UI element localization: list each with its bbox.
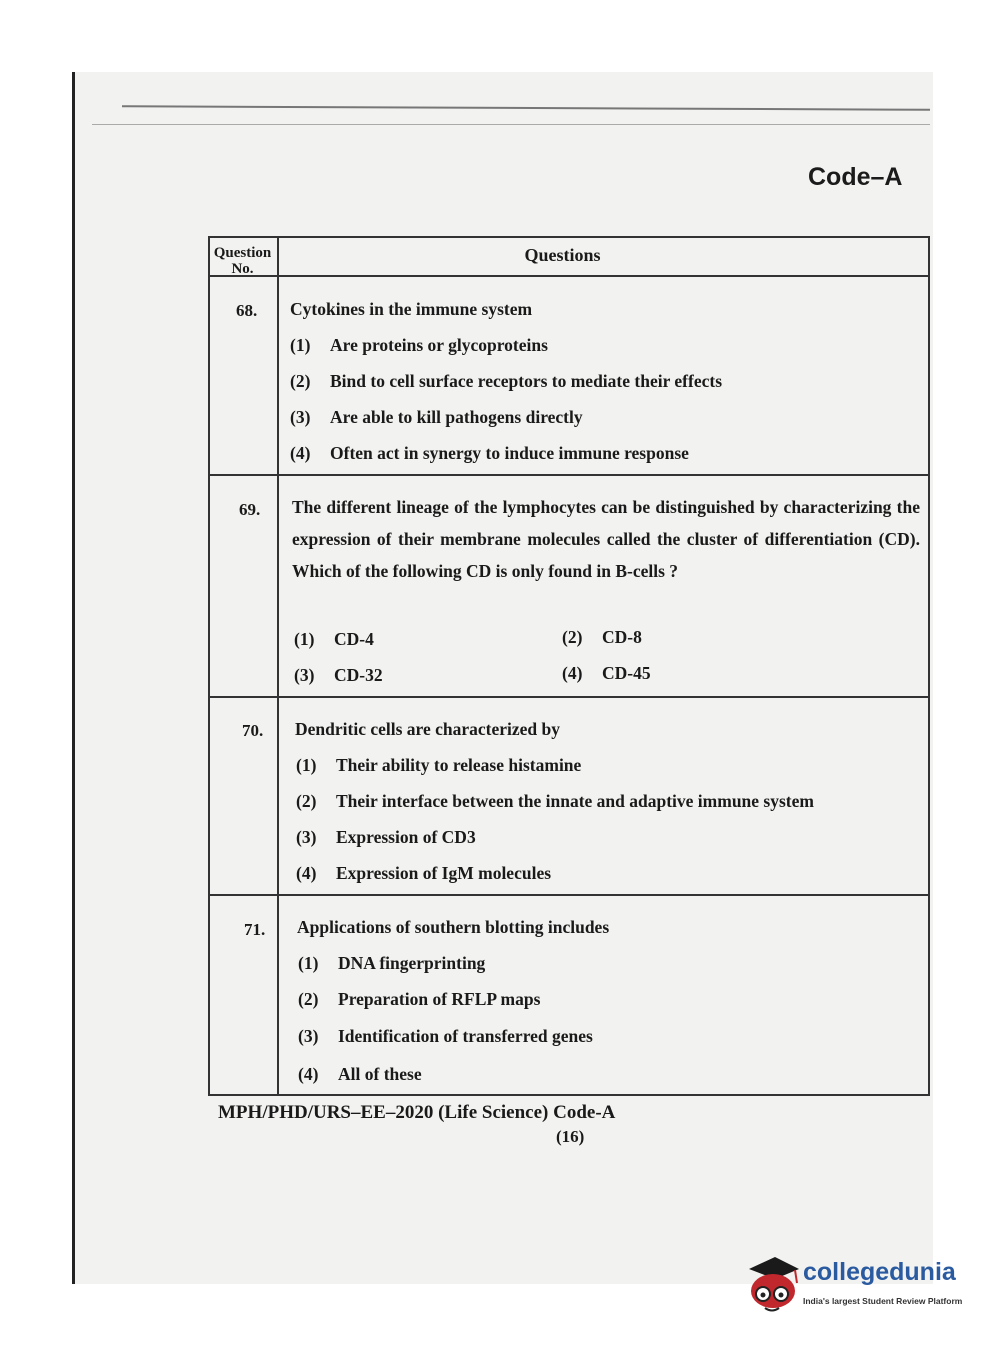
- option-text: CD-4: [334, 629, 374, 649]
- option-number: (3): [296, 827, 317, 847]
- option-number: (2): [298, 989, 319, 1009]
- option-number: (4): [290, 443, 311, 463]
- table-column-divider: [277, 236, 279, 1096]
- option-text: All of these: [338, 1064, 422, 1084]
- option-text: DNA fingerprinting: [338, 953, 486, 973]
- question-text: Applications of southern blotting includes: [297, 917, 610, 937]
- paper-code-header: Code–A: [808, 163, 903, 191]
- table-row-divider: [208, 275, 930, 277]
- option-number: (1): [294, 629, 315, 649]
- column-header-question-no: Question No.: [213, 245, 272, 277]
- option: [562, 663, 651, 684]
- option-text: Preparation of RFLP maps: [338, 989, 541, 1009]
- option-text: Are able to kill pathogens directly: [330, 407, 583, 427]
- option: [296, 863, 551, 884]
- option-text: Often act in synergy to induce immune response: [330, 443, 689, 463]
- option-number: (3): [298, 1026, 319, 1046]
- page-edge-line: [92, 124, 930, 125]
- option-number: (3): [290, 407, 311, 427]
- option-number: (2): [562, 627, 583, 647]
- option: [290, 443, 689, 464]
- table-row-divider: [208, 474, 930, 476]
- option-text: CD-8: [602, 627, 642, 647]
- collegedunia-watermark: [745, 1253, 970, 1319]
- question-number: 68.: [236, 301, 258, 320]
- option: [298, 953, 485, 974]
- option: [290, 407, 583, 428]
- option-text: Their interface between the innate and adaptive immune system: [336, 791, 814, 811]
- question-text: The different lineage of the lymphocytes can be distinguished by characterizing the expression of their membrane molecules called the cluster of differentiation (CD). Which of the following CD is only found in B-cells ?: [292, 497, 920, 581]
- option-text: Expression of CD3: [336, 827, 476, 847]
- table-row-divider: [208, 894, 930, 896]
- option-text: Their ability to release histamine: [336, 755, 582, 775]
- option-number: (3): [294, 665, 315, 685]
- option-text: Expression of IgM molecules: [336, 863, 552, 883]
- option: [290, 335, 548, 356]
- watermark-brand: collegedunia: [803, 1258, 956, 1286]
- option-number: (2): [296, 791, 317, 811]
- question-text: Dendritic cells are characterized by: [295, 719, 561, 739]
- option: [298, 1026, 593, 1047]
- question-text: Cytokines in the immune system: [290, 299, 533, 319]
- option: [298, 989, 540, 1010]
- option-number: (4): [562, 663, 583, 683]
- question-number: 71.: [244, 920, 266, 939]
- option: [294, 629, 374, 650]
- option: [562, 627, 642, 648]
- option-number: (1): [296, 755, 317, 775]
- option: [298, 1064, 422, 1085]
- option-number: (1): [298, 953, 319, 973]
- table-row-divider: [208, 696, 930, 698]
- option-text: Identification of transferred genes: [338, 1026, 593, 1046]
- option: [296, 755, 581, 776]
- option-text: Bind to cell surface receptors to mediate their effects: [330, 371, 722, 391]
- option: [290, 371, 722, 392]
- watermark-tagline: India's largest Student Review Platform: [803, 1296, 963, 1306]
- option-number: (1): [290, 335, 311, 355]
- page-number: (16): [556, 1127, 585, 1146]
- option: [294, 665, 383, 686]
- option: [296, 827, 476, 848]
- option-text: Are proteins or glycoproteins: [330, 335, 548, 355]
- option-number: (2): [290, 371, 311, 391]
- mascot-logo-icon: [745, 1253, 801, 1319]
- paper-footer-code: MPH/PHD/URS–EE–2020 (Life Science) Code-A: [218, 1102, 616, 1123]
- question-number: 69.: [239, 500, 261, 519]
- option-text: CD-45: [602, 663, 651, 683]
- option: [296, 791, 814, 812]
- option-text: CD-32: [334, 665, 383, 685]
- option-number: (4): [296, 863, 317, 883]
- question-number: 70.: [242, 721, 264, 740]
- option-number: (4): [298, 1064, 319, 1084]
- column-header-questions: Questions: [524, 245, 601, 265]
